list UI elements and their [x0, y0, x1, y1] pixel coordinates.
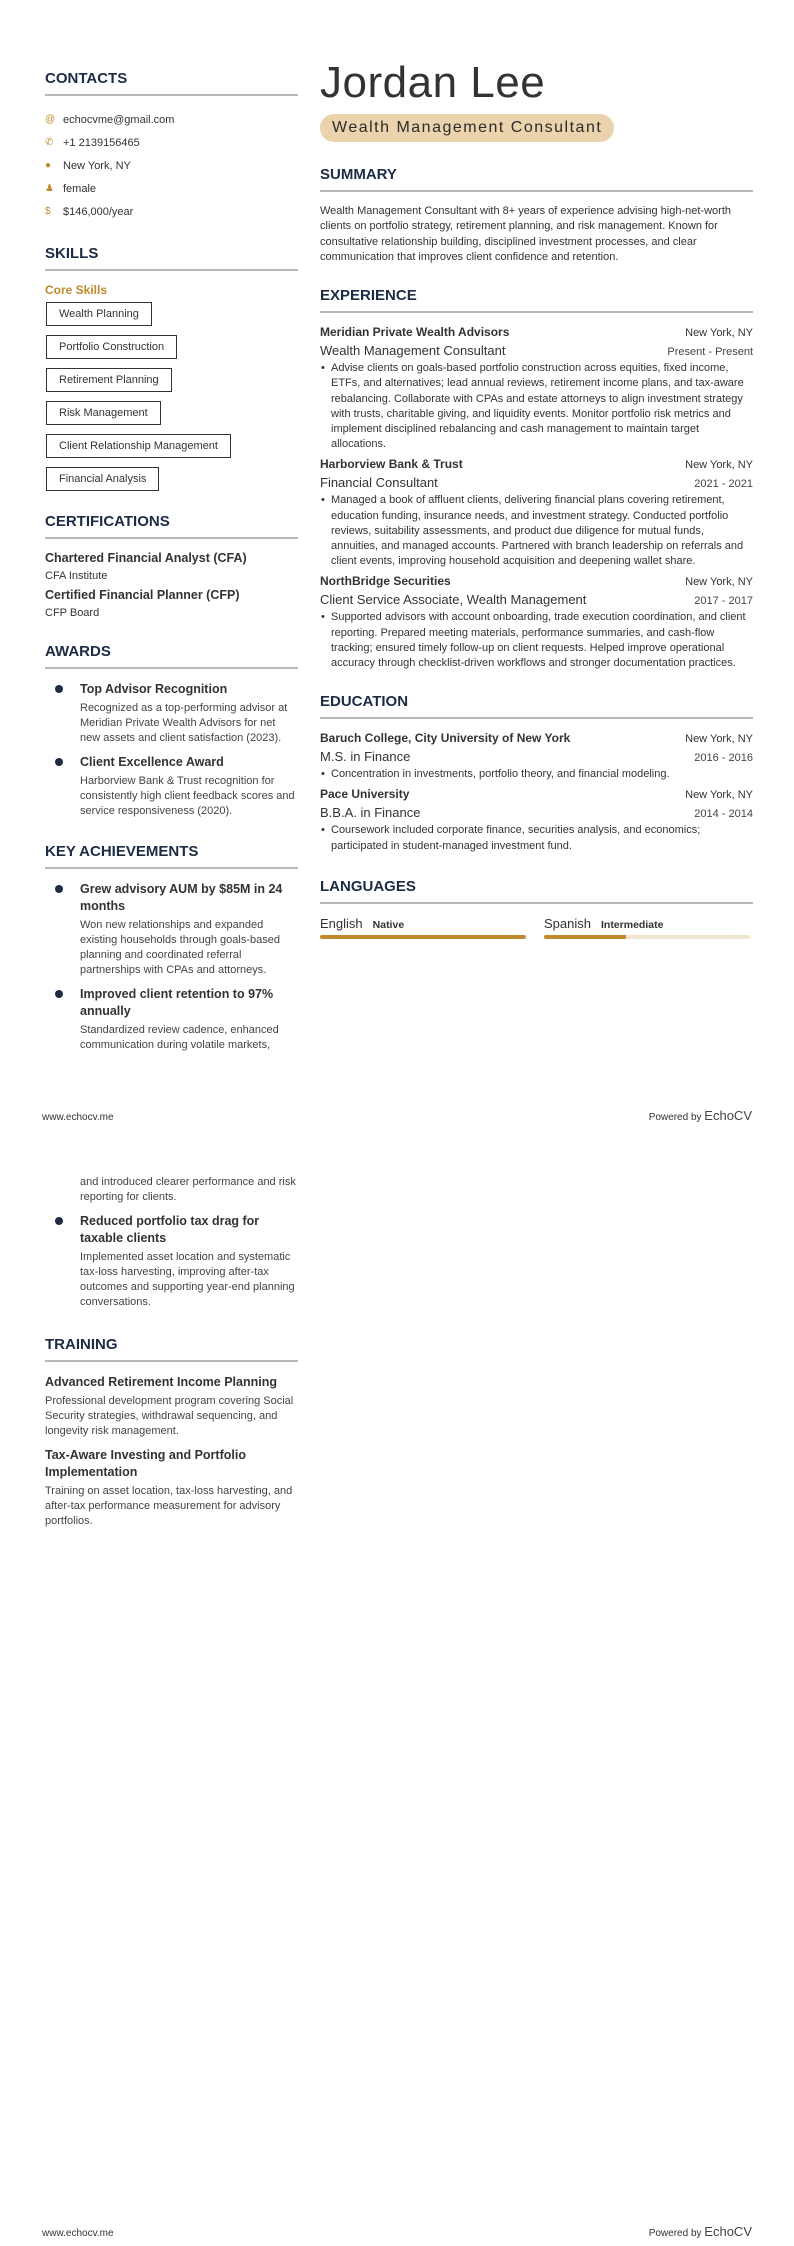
contact-location: [45, 154, 298, 177]
school-name: Pace University: [320, 787, 410, 802]
language-name: English: [320, 915, 363, 931]
achievement-title: Improved client retention to 97% annually: [80, 987, 274, 1018]
job-location: New York, NY: [685, 327, 753, 340]
achievement-title: Grew advisory AUM by $85M in 24 months: [80, 882, 283, 913]
job-dates: Present - Present: [667, 346, 753, 359]
at-icon: @: [45, 114, 56, 125]
resume-page-2: [0, 1123, 794, 2246]
brand-logo: EchoCV: [704, 2224, 752, 2239]
award-title: Client Excellence Award: [80, 755, 224, 769]
award-desc: Harborview Bank & Trust recognition for consistently high client feedback scores and service responsiveness (2020).: [80, 775, 295, 817]
job-bullet: • Supported advisors with account onboarding, trade execution coordination, and client reporting. Prepared meeting materials, performance summaries, and cash-flow tracking; ensured timely follow-up on client requests. Helped improve operational accuracy through checklist-driven workflows and stronger documentation practices.: [320, 610, 753, 671]
achievement-item-continued: [45, 1175, 298, 1205]
powered-by-label: Powered by: [648, 1112, 702, 1123]
footer-powered-by: [649, 1108, 752, 1123]
skill-chip: Wealth Planning: [46, 302, 152, 326]
language-proficiency-bar: [320, 935, 526, 939]
footer-powered-by: [649, 2224, 752, 2239]
degree: M.S. in Finance: [320, 749, 411, 765]
school-location: New York, NY: [685, 733, 753, 746]
award-desc: Recognized as a top-performing advisor at Meridian Private Wealth Advisors for net new assets and client satisfaction (2023).: [80, 702, 288, 744]
contact-value: +1 2139156465: [63, 136, 140, 149]
training-heading: TRAINING: [45, 1336, 298, 1362]
award-item: [45, 681, 298, 746]
training-item: [45, 1374, 298, 1439]
job-title-badge: Wealth Management Consultant: [320, 114, 614, 142]
skill-chip: Client Relationship Management: [46, 434, 231, 458]
contact-salary: [45, 200, 298, 223]
brand-logo: EchoCV: [704, 1108, 752, 1123]
left-column: [45, 70, 298, 1061]
contact-phone[interactable]: [45, 131, 298, 154]
education-heading: EDUCATION: [320, 693, 753, 719]
education-item: [320, 731, 753, 782]
awards-heading: AWARDS: [45, 643, 298, 669]
skills-group-title: Core Skills: [45, 283, 108, 297]
language-proficiency-bar: [544, 935, 750, 939]
contact-value: echocvme@gmail.com: [63, 113, 175, 126]
bullet-icon: [55, 885, 63, 893]
skill-chip: Portfolio Construction: [46, 335, 177, 359]
education-dates: 2016 - 2016: [694, 752, 753, 765]
bullet-icon: [55, 685, 63, 693]
proficiency-fill: [544, 935, 626, 939]
certification-title: Certified Financial Planner (CFP): [45, 588, 240, 602]
degree: B.B.A. in Finance: [320, 805, 421, 821]
achievement-desc: Standardized review cadence, enhanced communication during volatile markets,: [80, 1024, 279, 1051]
achievement-item: [45, 881, 298, 978]
language-level: Native: [372, 918, 405, 931]
bullet-icon: [55, 990, 63, 998]
achievement-title: Reduced portfolio tax drag for taxable clients: [80, 1214, 260, 1245]
certification-title: Chartered Financial Analyst (CFA): [45, 551, 247, 565]
job-dates: 2017 - 2017: [694, 595, 753, 608]
training-item: [45, 1447, 298, 1529]
education-bullet: • Concentration in investments, portfolio theory, and financial modeling.: [320, 767, 753, 782]
languages-heading: LANGUAGES: [320, 878, 753, 904]
achievement-item: [45, 986, 298, 1053]
contact-value: $146,000/year: [63, 205, 134, 218]
skill-chip: Financial Analysis: [46, 467, 159, 491]
experience-item: [320, 325, 753, 452]
job-role: Wealth Management Consultant: [320, 343, 506, 359]
powered-by-label: Powered by: [648, 2228, 702, 2239]
achievements-heading: KEY ACHIEVEMENTS: [45, 843, 298, 869]
education-bullet: • Coursework included corporate finance, securities analysis, and economics; participated in student-managed investment fund.: [320, 823, 753, 853]
contact-value: female: [63, 182, 97, 195]
certification-issuer: CFA Institute: [45, 570, 108, 582]
job-role: Client Service Associate, Wealth Management: [320, 592, 587, 608]
contacts-heading: CONTACTS: [45, 70, 298, 96]
proficiency-fill: [320, 935, 526, 939]
certification-issuer: CFP Board: [45, 607, 100, 619]
languages-list: [320, 916, 753, 939]
language-item: [544, 916, 750, 939]
language-name: Spanish: [544, 915, 591, 931]
training-desc: Professional development program covering Social Security strategies, withdrawal sequencing, and longevity risk management.: [45, 1395, 294, 1437]
award-title: Top Advisor Recognition: [80, 682, 228, 696]
dollar-icon: $: [45, 206, 51, 217]
language-item: [320, 916, 526, 939]
company-name: Meridian Private Wealth Advisors: [320, 325, 510, 340]
contact-gender: [45, 177, 298, 200]
job-location: New York, NY: [685, 576, 753, 589]
company-name: NorthBridge Securities: [320, 574, 451, 589]
achievement-item: [45, 1213, 298, 1310]
phone-icon: ✆: [45, 137, 54, 148]
person-icon: ♟: [45, 183, 54, 194]
skill-chip: Risk Management: [46, 401, 161, 425]
contact-value: New York, NY: [63, 159, 131, 172]
achievement-desc: Won new relationships and expanded existing households through goals-based planning and coordinated referral partnerships with CPAs and attorneys.: [80, 919, 280, 976]
company-name: Harborview Bank & Trust: [320, 457, 463, 472]
experience-item: [320, 574, 753, 671]
language-level: Intermediate: [600, 918, 664, 931]
job-location: New York, NY: [685, 459, 753, 472]
candidate-name: Jordan Lee: [320, 58, 546, 107]
contacts-list: [45, 108, 298, 223]
achievement-desc: Implemented asset location and systematic tax-loss harvesting, improving after-tax outcomes and supporting year-end planning conversations.: [80, 1251, 295, 1308]
experience-heading: EXPERIENCE: [320, 287, 753, 313]
job-bullet: • Managed a book of affluent clients, delivering financial plans covering retirement, education funding, insurance needs, and investment strategy. Conducted portfolio reviews, suitability assessments, and product due diligence for mutual funds, annuities, and managed accounts. Partnered with branch leadership on referrals and client events, improving household acquisition and deepening wallet share.: [320, 493, 753, 569]
certifications-heading: CERTIFICATIONS: [45, 513, 298, 539]
achievement-desc: and introduced clearer performance and risk reporting for clients.: [80, 1176, 296, 1203]
job-role: Financial Consultant: [320, 475, 438, 491]
school-name: Baruch College, City University of New York: [320, 731, 571, 746]
location-icon: ●: [45, 160, 52, 171]
skills-heading: SKILLS: [45, 245, 298, 271]
education-dates: 2014 - 2014: [694, 808, 753, 821]
right-column: [320, 58, 753, 939]
training-title: Advanced Retirement Income Planning: [45, 1375, 277, 1389]
contact-email[interactable]: [45, 108, 298, 131]
education-item: [320, 787, 753, 853]
school-location: New York, NY: [685, 789, 753, 802]
award-item: [45, 754, 298, 819]
job-bullet: • Advise clients on goals-based portfolio construction across equities, fixed income, ETFs, and alternatives; lead annual reviews, retirement income plans, and tax-aware rebalancing. Collaborate with CPAs and estate attorneys to align investment strategy with trusts, charitable giving, and liquidity events. Monitor portfolio risk metrics and implement disciplined rebalancing and cash management to maintain target allocations.: [320, 361, 753, 452]
job-dates: 2021 - 2021: [694, 478, 753, 491]
left-column: [45, 1175, 298, 1537]
training-title: Tax-Aware Investing and Portfolio Implementation: [45, 1448, 246, 1479]
summary-text: Wealth Management Consultant with 8+ years of experience advising high-net-worth clients on portfolio strategy, retirement planning, and risk management. Known for consultative relationship building, disciplined investment processes, and clear communication that improves client confidence and retention.: [320, 205, 731, 263]
training-desc: Training on asset location, tax-loss harvesting, and after-tax performance measurement for advisory portfolios.: [45, 1485, 293, 1527]
bullet-icon: [55, 758, 63, 766]
footer-site-link[interactable]: www.echocv.me: [42, 1112, 114, 1123]
experience-item: [320, 457, 753, 569]
summary-heading: SUMMARY: [320, 166, 753, 192]
footer-site-link[interactable]: www.echocv.me: [42, 2228, 114, 2239]
bullet-icon: [55, 1217, 63, 1225]
skill-chip: Retirement Planning: [46, 368, 172, 392]
